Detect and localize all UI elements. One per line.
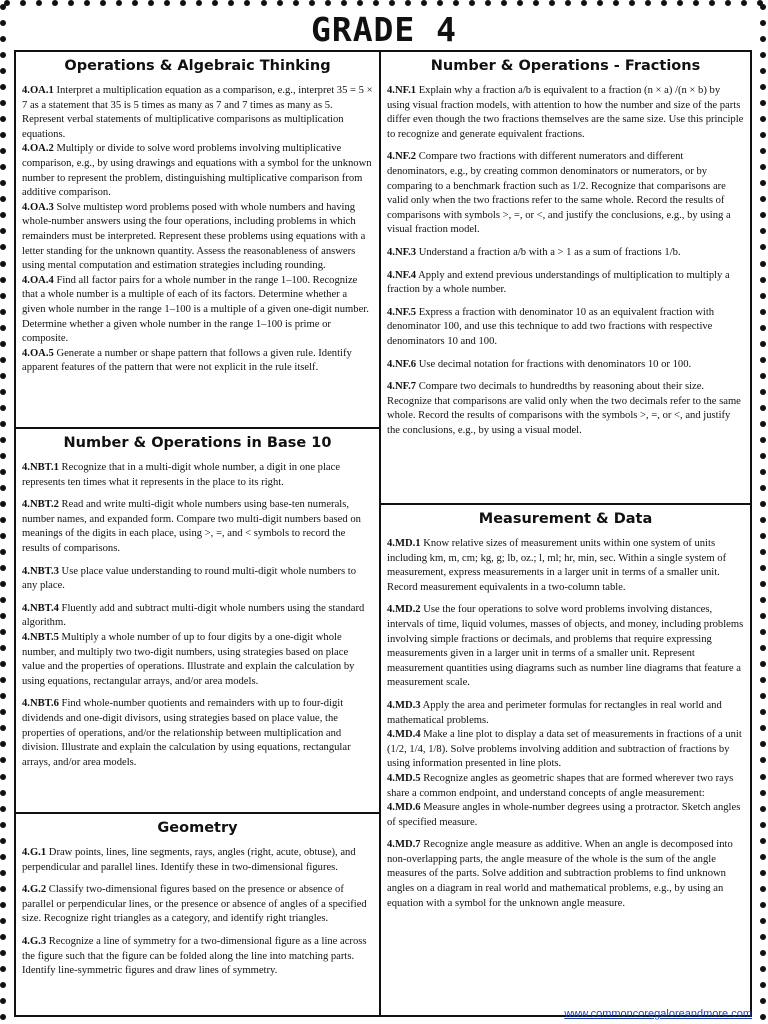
standard-code: 4.NF.5	[387, 306, 417, 318]
border-dot	[760, 902, 766, 908]
border-dot	[277, 0, 283, 6]
border-dot	[0, 100, 6, 106]
standard-text: Express a fraction with denominator 10 as an equivalent fraction with denominator 100, and use this technique to add two fractions with respective denominators 10 and 100.	[387, 306, 715, 347]
standard-item	[387, 358, 744, 373]
border-dot	[20, 0, 26, 6]
standard-code: 4.OA.2	[22, 143, 54, 155]
standard-item	[387, 699, 744, 728]
standard-text: Recognize that in a multi-digit whole number, a digit in one place represents ten times what it represents in the place to its right.	[22, 462, 341, 488]
border-dot	[760, 725, 766, 731]
border-dot	[760, 693, 766, 699]
border-dot	[0, 629, 6, 635]
border-dot	[760, 966, 766, 972]
border-dot	[36, 0, 42, 6]
border-dot	[164, 0, 170, 6]
border-dot	[760, 325, 766, 331]
border-dot	[244, 0, 250, 6]
border-dot	[357, 0, 363, 6]
border-dot	[760, 180, 766, 186]
border-dot	[760, 950, 766, 956]
border-dot	[0, 950, 6, 956]
standard-code: 4.MD.6	[387, 802, 421, 814]
section-nf	[381, 50, 752, 505]
standard-item	[22, 142, 373, 200]
standard-item	[387, 838, 744, 911]
border-dot	[760, 277, 766, 283]
border-dot	[0, 148, 6, 154]
border-dot	[293, 0, 299, 6]
standard-code: 4.G.1	[22, 847, 47, 858]
border-dot	[760, 261, 766, 267]
border-dot	[148, 0, 154, 6]
standard-code: 4.MD.1	[387, 538, 421, 549]
section-heading-nbt: Number & Operations in Base 10	[63, 435, 332, 451]
border-dot	[760, 838, 766, 844]
border-dot	[0, 998, 6, 1004]
border-dot	[760, 822, 766, 828]
border-dot	[760, 565, 766, 571]
border-dot	[0, 228, 6, 234]
border-dot	[0, 549, 6, 555]
border-dot	[0, 212, 6, 218]
border-dot	[760, 870, 766, 876]
border-dot	[0, 757, 6, 763]
border-dot	[309, 0, 315, 6]
standard-text: Find all factor pairs for a whole number in the range 1–100. Recognize that a whole number is a multiple of each of its factors. Determine whether a given whole number in the range 1–100 is a multiple of a given one-digit number. Determine whether a given whole number in the range 1–100 is prime or composite.	[22, 274, 369, 345]
border-dot	[760, 309, 766, 315]
standard-text: Apply the area and perimeter formulas for rectangles in real world and mathematical problems.	[387, 699, 722, 726]
border-dot	[453, 0, 459, 6]
border-dot	[373, 0, 379, 6]
border-dot	[760, 757, 766, 763]
border-dot	[261, 0, 267, 6]
border-dot	[581, 0, 587, 6]
section-nbt	[14, 427, 381, 814]
border-dot	[0, 822, 6, 828]
border-dot	[501, 0, 507, 6]
border-dot	[0, 116, 6, 122]
border-dot	[0, 277, 6, 283]
border-dot	[0, 485, 6, 491]
standard-code: 4.MD.2	[387, 604, 421, 616]
border-dot	[725, 0, 731, 6]
border-dot	[760, 645, 766, 651]
standard-code: 4.OA.3	[22, 201, 54, 213]
standard-item	[22, 602, 373, 631]
border-dot	[760, 774, 766, 780]
border-dot	[709, 0, 715, 6]
standard-item	[387, 306, 744, 350]
section-heading-oa: Operations & Algebraic Thinking	[64, 58, 331, 74]
standard-item	[22, 631, 373, 689]
border-dot	[0, 453, 6, 459]
border-dot	[760, 116, 766, 122]
border-dot	[341, 0, 347, 6]
standard-item	[387, 537, 744, 595]
border-dot	[52, 0, 58, 6]
standard-item	[387, 380, 744, 438]
page-title: GRADE 4	[310, 10, 458, 49]
border-dot	[421, 0, 427, 6]
border-dot	[0, 389, 6, 395]
border-dot	[760, 357, 766, 363]
standard-item	[22, 883, 373, 927]
standard-item	[387, 801, 744, 830]
standard-text: Measure angles in whole-number degrees using a protractor. Sketch angles of specified measure.	[387, 802, 741, 828]
border-dot	[741, 0, 747, 6]
standards-list	[22, 846, 373, 979]
border-dot	[760, 52, 766, 58]
border-dot	[760, 405, 766, 411]
standard-item	[387, 772, 744, 801]
border-dot	[0, 261, 6, 267]
border-dot	[517, 0, 523, 6]
border-dot	[760, 244, 766, 250]
border-dot	[0, 517, 6, 523]
border-dot	[760, 485, 766, 491]
border-dot	[0, 293, 6, 299]
border-dot	[760, 68, 766, 74]
border-dot	[0, 709, 6, 715]
border-dot	[0, 725, 6, 731]
right-column	[381, 50, 752, 1017]
standard-text: Classify two-dimensional figures based on the presence or absence of parallel or perpendicular lines, or the presence or absence of angles of a specified size. Recognize right triangles as a category, and identify right triangles.	[22, 884, 367, 925]
border-dot	[0, 244, 6, 250]
right-dot-border	[760, 0, 768, 1024]
standard-text: Compare two decimals to hundredths by reasoning about their size. Recognize that comparisons are valid only when the two decimals refer to the same whole. Record the results of comparisons with the symbols >, =, or <, and justify the conclusions, e.g., by using a visual model.	[387, 381, 741, 436]
border-dot	[597, 0, 603, 6]
border-dot	[0, 373, 6, 379]
standard-text: Recognize a line of symmetry for a two-dimensional figure as a line across the figure such that the figure can be folded along the line into matching parts. Identify line-symmetric figures and draw lines of symmetry.	[22, 935, 367, 977]
standard-text: Recognize angle measure as additive. When an angle is decomposed into non-overlapping parts, the angle measure of the whole is the sum of the angle measures of the parts. Solve addition and subtraction problems to find unknown angles on a diagram in real world and mathematical problems, e.g., by using an equation with a symbol for the unknown angle measure.	[387, 839, 733, 909]
border-dot	[100, 0, 106, 6]
border-dot	[760, 84, 766, 90]
border-dot	[760, 581, 766, 587]
border-dot	[760, 597, 766, 603]
standard-item	[387, 269, 744, 298]
section-g	[14, 812, 381, 1017]
border-dot	[613, 0, 619, 6]
border-dot	[0, 918, 6, 924]
standard-item	[22, 697, 373, 770]
border-dot	[760, 373, 766, 379]
standards-list	[22, 84, 373, 376]
standards-list	[387, 537, 744, 911]
border-dot	[760, 998, 766, 1004]
border-dot	[0, 469, 6, 475]
border-dot	[228, 0, 234, 6]
border-dot	[0, 437, 6, 443]
standard-code: 4.MD.4	[387, 729, 421, 741]
standard-code: 4.NF.7	[387, 381, 417, 393]
standard-code: 4.OA.4	[22, 274, 54, 286]
border-dot	[0, 1014, 6, 1020]
border-dot	[760, 164, 766, 170]
border-dot	[0, 421, 6, 427]
border-dot	[0, 693, 6, 699]
border-dot	[760, 469, 766, 475]
border-dot	[0, 774, 6, 780]
border-dot	[0, 341, 6, 347]
border-dot	[760, 677, 766, 683]
standard-text: Explain why a fraction a/b is equivalent to a fraction (n × a) /(n × b) by using visual fraction models, with attention to how the number and size of the parts differ even though the two fractions themselves are the same size. Use this principle to recognize and generate equivalent fractions.	[387, 85, 744, 140]
border-dot	[0, 741, 6, 747]
border-dot	[0, 902, 6, 908]
section-heading-g: Geometry	[157, 820, 238, 836]
standard-text: Compare two fractions with different numerators and different denominators, e.g., by creating common denominators or numerators, or by comparing to a benchmark fraction such as 1/2. Recognize that comparisons are valid only when the two fractions refer to the same whole. Record the results of comparisons with symbols >, =, or <, and justify the conclusions, e.g., by using a visual fraction model.	[387, 151, 731, 236]
standard-code: 4.NF.6	[387, 358, 417, 370]
standard-text: Understand a fraction a/b with a > 1 as a sum of fractions 1/b.	[418, 246, 681, 258]
standard-code: 4.NF.3	[387, 246, 417, 258]
border-dot	[0, 934, 6, 940]
footer-url-link[interactable]: www.commoncoregaloreandmore.com	[564, 1008, 752, 1020]
border-dot	[0, 886, 6, 892]
standard-code: 4.MD.3	[387, 699, 421, 711]
standard-text: Multiply or divide to solve word problems involving multiplicative comparison, e.g., by using drawings and equations with a symbol for the unknown number to represent the problem, distinguishing multiplicative comparison from additive comparison.	[22, 143, 372, 199]
border-dot	[0, 68, 6, 74]
standard-code: 4.NBT.1	[22, 462, 59, 473]
standard-code: 4.NF.4	[387, 269, 417, 281]
standard-code: 4.NBT.2	[22, 499, 59, 511]
left-dot-border	[0, 0, 8, 1024]
border-dot	[760, 741, 766, 747]
border-dot	[389, 0, 395, 6]
border-dot	[84, 0, 90, 6]
standard-code: 4.NF.2	[387, 151, 417, 163]
border-dot	[0, 180, 6, 186]
border-dot	[677, 0, 683, 6]
standard-text: Interpret a multiplication equation as a comparison, e.g., interpret 35 = 5 × 7 as a statement that 35 is 5 times as many as 7 and 7 times as many as 5. Represent verbal statements of multiplicative comparisons as multiplication equations.	[22, 85, 373, 140]
section-md	[381, 503, 752, 1017]
border-dot	[760, 806, 766, 812]
border-dot	[0, 870, 6, 876]
border-dot	[533, 0, 539, 6]
border-dot	[0, 854, 6, 860]
border-dot	[0, 164, 6, 170]
border-dot	[0, 565, 6, 571]
standard-item	[22, 846, 373, 875]
border-dot	[0, 309, 6, 315]
border-dot	[116, 0, 122, 6]
border-dot	[196, 0, 202, 6]
border-dot	[0, 84, 6, 90]
standard-code: 4.NBT.3	[22, 565, 59, 577]
standard-code: 4.NBT.6	[22, 698, 59, 710]
border-dot	[760, 661, 766, 667]
border-dot	[0, 790, 6, 796]
standard-text: Find whole-number quotients and remainders with up to four-digit dividends and one-digit divisors, using strategies based on place value, the properties of operations, and/or the relationship between multiplication and division. Illustrate and explain the calculation by using equations, rectangular arrays, and/or area models.	[22, 698, 351, 768]
border-dot	[0, 966, 6, 972]
standard-item	[22, 461, 373, 490]
section-heading-nf: Number & Operations - Fractions	[430, 58, 701, 74]
border-dot	[0, 661, 6, 667]
standard-item	[22, 84, 373, 142]
border-dot	[760, 1014, 766, 1020]
standard-item	[387, 84, 744, 142]
border-dot	[760, 918, 766, 924]
section-oa	[14, 50, 381, 429]
border-dot	[0, 325, 6, 331]
standard-code: 4.NBT.4	[22, 602, 59, 614]
border-dot	[661, 0, 667, 6]
border-dot	[325, 0, 331, 6]
border-dot	[760, 854, 766, 860]
border-dot	[760, 293, 766, 299]
standard-text: Use the four operations to solve word problems involving distances, intervals of time, liquid volumes, masses of objects, and money, including problems involving simple fractions or decimals, and problems that require expressing measurements given in a larger unit in terms of a smaller unit. Represent measurement quantities using diagrams such as number line diagrams that feature a measurement scale.	[387, 604, 744, 689]
standard-text: Solve multistep word problems posed with whole numbers and having whole-number answers using the four operations, including problems in which remainders must be interpreted. Represent these problems using equations with a letter standing for the unknown quantity. Assess the reasonableness of answers using mental computation and estimation strategies including rounding.	[22, 201, 366, 272]
border-dot	[760, 228, 766, 234]
standard-code: 4.OA.1	[22, 85, 54, 96]
standard-item	[387, 246, 744, 261]
border-dot	[760, 517, 766, 523]
border-dot	[0, 533, 6, 539]
border-dot	[760, 613, 766, 619]
standard-code: 4.NF.1	[387, 85, 417, 96]
border-dot	[0, 501, 6, 507]
border-dot	[0, 581, 6, 587]
standard-text: Read and write multi-digit whole numbers using base-ten numerals, number names, and expanded form. Compare two multi-digit numbers based on meanings of the digits in each place, using >, =, and < symbols to record the results of comparisons.	[22, 499, 361, 554]
border-dot	[760, 437, 766, 443]
standard-item	[22, 274, 373, 347]
border-dot	[0, 982, 6, 988]
standard-item	[22, 201, 373, 274]
border-dot	[760, 453, 766, 459]
border-dot	[485, 0, 491, 6]
border-dot	[405, 0, 411, 6]
border-dot	[68, 0, 74, 6]
border-dot	[760, 196, 766, 202]
top-dot-border	[0, 0, 768, 8]
standard-item	[387, 603, 744, 691]
border-dot	[0, 806, 6, 812]
border-dot	[693, 0, 699, 6]
standard-code: 4.NBT.5	[22, 631, 59, 643]
border-dot	[0, 677, 6, 683]
border-dot	[760, 389, 766, 395]
standard-item	[22, 935, 373, 979]
section-heading-md: Measurement & Data	[478, 511, 653, 527]
border-dot	[0, 357, 6, 363]
standard-text: Know relative sizes of measurement units within one system of units including km, m, cm; kg, g; lb, oz.; l, ml; hr, min, sec. Within a single system of measurement, express measurements in a larger unit in terms of a smaller unit. Record measurement equivalents in a two-column table.	[387, 538, 727, 593]
border-dot	[760, 421, 766, 427]
standard-text: Use decimal notation for fractions with denominators 10 or 100.	[418, 358, 692, 370]
border-dot	[760, 629, 766, 635]
border-dot	[760, 132, 766, 138]
border-dot	[760, 501, 766, 507]
border-dot	[760, 934, 766, 940]
border-dot	[760, 790, 766, 796]
standard-text: Generate a number or shape pattern that follows a given rule. Identify apparent features of the pattern that were not explicit in the rule itself.	[22, 347, 352, 374]
standard-code: 4.MD.5	[387, 772, 421, 784]
standard-code: 4.MD.7	[387, 839, 421, 851]
border-dot	[760, 982, 766, 988]
border-dot	[760, 886, 766, 892]
border-dot	[760, 709, 766, 715]
standard-text: Recognize angles as geometric shapes that are formed wherever two rays share a common endpoint, and understand concepts of angle measurement:	[387, 772, 734, 799]
border-dot	[760, 100, 766, 106]
border-dot	[0, 132, 6, 138]
border-dot	[0, 405, 6, 411]
standards-list	[387, 84, 744, 438]
border-dot	[629, 0, 635, 6]
border-dot	[437, 0, 443, 6]
border-dot	[469, 0, 475, 6]
standard-text: Multiply a whole number of up to four digits by a one-digit whole number, and multiply two two-digit numbers, using strategies based on place value and the properties of operations. Illustrate and explain the calculation by using equations, rectangular arrays, and/or area models.	[22, 631, 355, 687]
border-dot	[0, 52, 6, 58]
standard-code: 4.G.3	[22, 935, 47, 947]
standard-item	[22, 565, 373, 594]
border-dot	[180, 0, 186, 6]
border-dot	[0, 645, 6, 651]
standard-item	[22, 347, 373, 376]
border-dot	[760, 212, 766, 218]
standard-text: Draw points, lines, line segments, rays, angles (right, acute, obtuse), and perpendicular and parallel lines. Identify these in two-dimensional figures.	[22, 847, 356, 873]
border-dot	[549, 0, 555, 6]
border-dot	[760, 148, 766, 154]
standards-list	[22, 461, 373, 770]
border-dot	[0, 597, 6, 603]
border-dot	[645, 0, 651, 6]
border-dot	[760, 533, 766, 539]
standard-text: Use place value understanding to round multi-digit whole numbers to any place.	[22, 565, 357, 592]
border-dot	[760, 549, 766, 555]
standard-text: Fluently add and subtract multi-digit whole numbers using the standard algorithm.	[22, 602, 365, 629]
border-dot	[0, 838, 6, 844]
border-dot	[565, 0, 571, 6]
border-dot	[132, 0, 138, 6]
border-dot	[0, 196, 6, 202]
standard-code: 4.G.2	[22, 884, 47, 896]
standard-item	[22, 498, 373, 556]
standard-text: Make a line plot to display a data set of measurements in fractions of a unit (1/2, 1/4, 1/8). Solve problems involving addition and subtraction of fractions by using information presented in line plots.	[387, 729, 742, 770]
standard-item	[387, 150, 744, 238]
border-dot	[760, 341, 766, 347]
border-dot	[212, 0, 218, 6]
standard-item	[387, 728, 744, 772]
border-dot	[0, 613, 6, 619]
left-column	[14, 50, 381, 1017]
standard-code: 4.OA.5	[22, 347, 54, 359]
standard-text: Apply and extend previous understandings of multiplication to multiply a fraction by a whole number.	[387, 269, 730, 296]
